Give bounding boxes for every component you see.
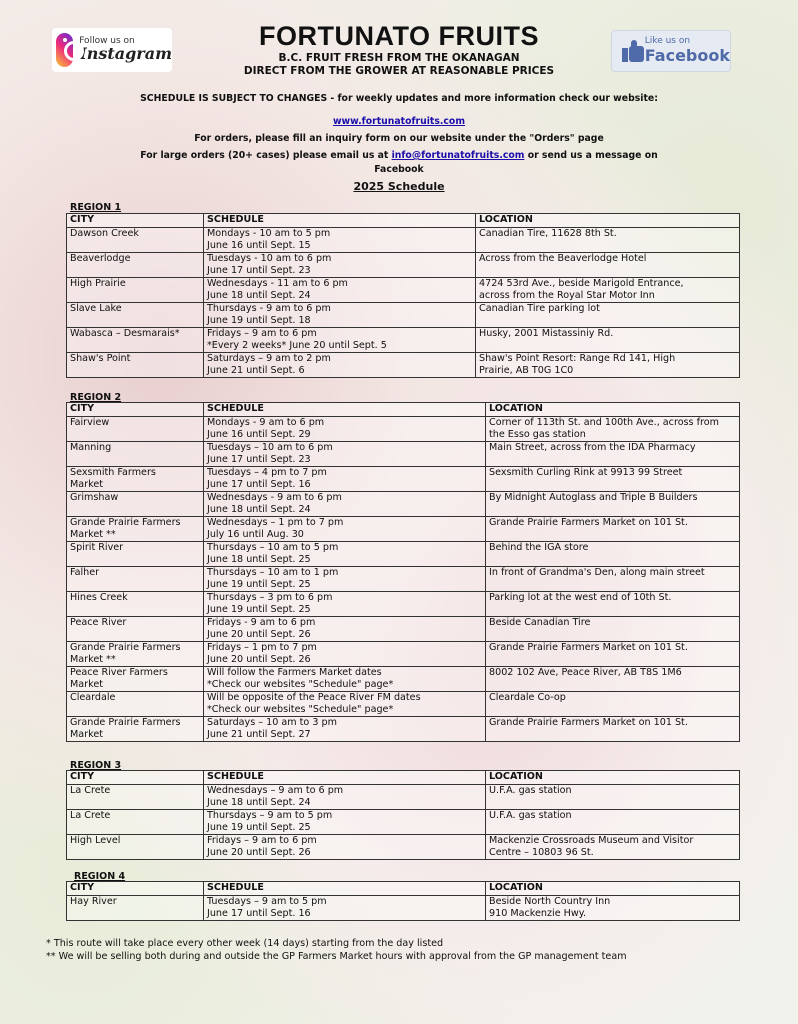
- city-cell: [67, 492, 204, 517]
- schedule-table: [66, 881, 740, 921]
- region-label: REGION 3: [70, 760, 122, 771]
- table-row: [67, 278, 740, 303]
- city-line: Shaw's Point: [70, 353, 131, 364]
- region-label: REGION 2: [70, 392, 122, 403]
- schedule-line: Thursdays – 3 pm to 6 pm: [207, 592, 333, 603]
- city-cell: [67, 353, 204, 378]
- instagram-wordmark: Instagram: [79, 44, 172, 64]
- footnote-2: ** We will be selling both during and outside the GP Farmers Market hours with approval from the GP management team: [46, 950, 627, 962]
- city-cell: [67, 517, 204, 542]
- location-line: Centre – 10803 96 St.: [489, 847, 594, 858]
- city-line: Peace River Farmers: [70, 667, 168, 678]
- column-header-location: LOCATION: [486, 771, 740, 785]
- location-cell: [476, 353, 740, 378]
- table-row: [67, 810, 740, 835]
- table-row: [67, 517, 740, 542]
- city-cell: [67, 642, 204, 667]
- info-block: [0, 92, 798, 177]
- city-line: Falher: [70, 567, 100, 578]
- schedule-cell: [204, 617, 486, 642]
- location-cell: [486, 896, 740, 921]
- orders-text: For orders, please fill an inquiry form on our website under the "Orders" page: [194, 133, 604, 144]
- table-row: [67, 442, 740, 467]
- location-cell: [486, 492, 740, 517]
- location-line: 4724 53rd Ave., beside Marigold Entrance,: [479, 278, 684, 289]
- location-cell: [486, 785, 740, 810]
- location-cell: [486, 542, 740, 567]
- location-cell: [486, 442, 740, 467]
- location-line: Across from the Beaverlodge Hotel: [479, 253, 647, 264]
- schedule-line: Fridays - 9 am to 6 pm: [207, 617, 316, 628]
- schedule-line: June 19 until Sept. 25: [207, 604, 311, 615]
- large-orders-text: For large orders (20+ cases) please email us at info@fortunatofruits.com or send us a message on: [140, 150, 658, 161]
- city-cell: [67, 617, 204, 642]
- location-line: Grande Prairie Farmers Market on 101 St.: [489, 717, 688, 728]
- schedule-cell: [204, 542, 486, 567]
- location-line: Parking lot at the west end of 10th St.: [489, 592, 672, 603]
- location-line: Canadian Tire parking lot: [479, 303, 600, 314]
- schedule-line: Fridays – 9 am to 6 pm: [207, 835, 317, 846]
- schedule-line: June 20 until Sept. 26: [207, 629, 311, 640]
- table-row: [67, 896, 740, 921]
- city-line: La Crete: [70, 785, 111, 796]
- location-cell: [476, 328, 740, 353]
- location-cell: [486, 810, 740, 835]
- schedule-line: Thursdays - 9 am to 6 pm: [207, 303, 331, 314]
- schedule-cell: [204, 835, 486, 860]
- location-line: across from the Royal Star Motor Inn: [479, 290, 655, 301]
- schedule-table: [66, 770, 740, 860]
- table-row: [67, 692, 740, 717]
- location-cell: [476, 278, 740, 303]
- location-line: Sexsmith Curling Rink at 9913 99 Street: [489, 467, 683, 478]
- schedule-line: Tuesdays – 4 pm to 7 pm: [207, 467, 327, 478]
- location-line: Main Street, across from the IDA Pharmacy: [489, 442, 696, 453]
- location-cell: [486, 617, 740, 642]
- schedule-line: June 16 until Sept. 15: [207, 240, 311, 251]
- city-line: Market **: [70, 529, 116, 540]
- schedule-cell: [204, 278, 476, 303]
- city-line: Market: [70, 729, 103, 740]
- schedule-line: *Check our websites "Schedule" page*: [207, 704, 394, 715]
- schedule-line: *Every 2 weeks* June 20 until Sept. 5: [207, 340, 387, 351]
- page-header: [0, 20, 798, 78]
- city-line: Hay River: [70, 896, 117, 907]
- location-line: Beside North Country Inn: [489, 896, 611, 907]
- schedule-cell: [204, 417, 486, 442]
- city-line: Manning: [70, 442, 112, 453]
- location-cell: [486, 642, 740, 667]
- schedule-line: Fridays – 1 pm to 7 pm: [207, 642, 317, 653]
- table-row: [67, 228, 740, 253]
- location-line: U.F.A. gas station: [489, 810, 572, 821]
- schedule-line: Will be opposite of the Peace River FM dates: [207, 692, 421, 703]
- schedule-line: Mondays - 9 am to 6 pm: [207, 417, 325, 428]
- location-cell: [476, 303, 740, 328]
- table-row: [67, 492, 740, 517]
- schedule-line: June 21 until Sept. 6: [207, 365, 305, 376]
- location-line: Grande Prairie Farmers Market on 101 St.: [489, 642, 688, 653]
- city-cell: [67, 896, 204, 921]
- schedule-cell: [204, 467, 486, 492]
- city-line: High Prairie: [70, 278, 126, 289]
- table-row: [67, 303, 740, 328]
- schedule-line: Fridays – 9 am to 6 pm: [207, 328, 317, 339]
- schedule-cell: [204, 810, 486, 835]
- column-header-location: LOCATION: [476, 214, 740, 228]
- location-cell: [476, 228, 740, 253]
- schedule-cell: [204, 353, 476, 378]
- table-row: [67, 592, 740, 617]
- location-line: Husky, 2001 Mistassiniy Rd.: [479, 328, 614, 339]
- column-header-city: CITY: [67, 882, 204, 896]
- schedule-cell: [204, 567, 486, 592]
- schedule-line: June 17 until Sept. 16: [207, 479, 311, 490]
- schedule-line: July 16 until Aug. 30: [207, 529, 304, 540]
- schedule-line: June 20 until Sept. 26: [207, 847, 311, 858]
- website-link[interactable]: www.fortunatofruits.com: [332, 116, 466, 127]
- schedule-line: Mondays - 10 am to 5 pm: [207, 228, 331, 239]
- schedule-cell: [204, 328, 476, 353]
- schedule-line: Tuesdays - 10 am to 6 pm: [207, 253, 332, 264]
- location-cell: [476, 253, 740, 278]
- city-cell: [67, 417, 204, 442]
- location-cell: [486, 592, 740, 617]
- schedule-line: Wednesdays - 9 am to 6 pm: [207, 492, 342, 503]
- location-cell: [486, 467, 740, 492]
- schedule-line: Tuesdays – 10 am to 6 pm: [207, 442, 333, 453]
- schedule-line: June 17 until Sept. 23: [207, 265, 311, 276]
- city-cell: [67, 592, 204, 617]
- city-line: Market: [70, 479, 103, 490]
- location-cell: [486, 717, 740, 742]
- city-cell: [67, 835, 204, 860]
- schedule-line: Thursdays – 10 am to 1 pm: [207, 567, 339, 578]
- column-header-schedule: SCHEDULE: [204, 214, 476, 228]
- schedule-line: June 17 until Sept. 16: [207, 908, 311, 919]
- location-cell: [486, 567, 740, 592]
- city-cell: [67, 228, 204, 253]
- column-header-city: CITY: [67, 214, 204, 228]
- city-line: Cleardale: [70, 692, 116, 703]
- schedule-line: Saturdays – 9 am to 2 pm: [207, 353, 331, 364]
- column-header-city: CITY: [67, 403, 204, 417]
- city-line: Grande Prairie Farmers: [70, 517, 181, 528]
- schedule-line: June 19 until Sept. 25: [207, 579, 311, 590]
- schedule-cell: [204, 667, 486, 692]
- city-line: Beaverlodge: [70, 253, 131, 264]
- city-cell: [67, 567, 204, 592]
- schedule-cell: [204, 492, 486, 517]
- schedule-line: June 18 until Sept. 24: [207, 290, 311, 301]
- city-cell: [67, 810, 204, 835]
- location-line: Grande Prairie Farmers Market on 101 St.: [489, 517, 688, 528]
- city-cell: [67, 467, 204, 492]
- column-header-city: CITY: [67, 771, 204, 785]
- location-line: Cleardale Co-op: [489, 692, 566, 703]
- table-row: [67, 717, 740, 742]
- column-header-schedule: SCHEDULE: [204, 771, 486, 785]
- city-line: Market **: [70, 654, 116, 665]
- schedule-cell: [204, 253, 476, 278]
- footnote-1: * This route will take place every other week (14 days) starting from the day listed: [46, 938, 444, 949]
- schedule-line: June 19 until Sept. 25: [207, 822, 311, 833]
- schedule-title: 2025 Schedule: [353, 180, 445, 193]
- location-line: Prairie, AB T0G 1C0: [479, 365, 574, 376]
- schedule-line: June 18 until Sept. 24: [207, 504, 311, 515]
- column-header-schedule: SCHEDULE: [204, 403, 486, 417]
- city-cell: [67, 717, 204, 742]
- schedule-line: June 19 until Sept. 18: [207, 315, 311, 326]
- schedule-line: Saturdays – 10 am to 3 pm: [207, 717, 337, 728]
- tagline-1: B.C. FRUIT FRESH FROM THE OKANAGAN: [278, 52, 520, 64]
- city-line: Grimshaw: [70, 492, 119, 503]
- location-line: 8002 102 Ave, Peace River, AB T8S 1M6: [489, 667, 682, 678]
- table-row: [67, 642, 740, 667]
- table-row: [67, 567, 740, 592]
- location-line: the Esso gas station: [489, 429, 586, 440]
- location-cell: [486, 417, 740, 442]
- schedule-line: June 18 until Sept. 24: [207, 797, 311, 808]
- schedule-cell: [204, 303, 476, 328]
- schedule-table: [66, 213, 740, 378]
- schedule-line: June 16 until Sept. 29: [207, 429, 311, 440]
- location-line: By Midnight Autoglass and Triple B Builders: [489, 492, 698, 503]
- footnotes: [46, 938, 627, 963]
- table-row: [67, 467, 740, 492]
- location-line: Beside Canadian Tire: [489, 617, 591, 628]
- city-cell: [67, 303, 204, 328]
- schedule-line: June 20 until Sept. 26: [207, 654, 311, 665]
- schedule-cell: [204, 896, 486, 921]
- city-line: Spirit River: [70, 542, 124, 553]
- column-header-location: LOCATION: [486, 882, 740, 896]
- table-row: [67, 835, 740, 860]
- schedule-cell: [204, 717, 486, 742]
- city-line: Fairview: [70, 417, 110, 428]
- table-row: [67, 785, 740, 810]
- region-label: REGION 1: [70, 202, 122, 213]
- city-line: Market: [70, 679, 103, 690]
- schedule-cell: [204, 692, 486, 717]
- city-line: Grande Prairie Farmers: [70, 642, 181, 653]
- schedule-cell: [204, 228, 476, 253]
- schedule-line: Wednesdays - 11 am to 6 pm: [207, 278, 348, 289]
- location-line: In front of Grandma's Den, along main street: [489, 567, 705, 578]
- schedule-line: Thursdays – 10 am to 5 pm: [207, 542, 339, 553]
- table-row: [67, 667, 740, 692]
- city-line: Grande Prairie Farmers: [70, 717, 181, 728]
- location-line: Mackenzie Crossroads Museum and Visitor: [489, 835, 694, 846]
- location-line: 910 Mackenzie Hwy.: [489, 908, 587, 919]
- email-link[interactable]: info@fortunatofruits.com: [391, 150, 525, 161]
- city-line: Hines Creek: [70, 592, 128, 603]
- schedule-line: Wednesdays – 9 am to 6 pm: [207, 785, 344, 796]
- city-line: Dawson Creek: [70, 228, 139, 239]
- schedule-line: Will follow the Farmers Market dates: [207, 667, 382, 678]
- city-line: Sexsmith Farmers: [70, 467, 156, 478]
- location-line: Canadian Tire, 11628 8th St.: [479, 228, 617, 239]
- schedule-line: Tuesdays – 9 am to 5 pm: [207, 896, 327, 907]
- location-cell: [486, 835, 740, 860]
- schedule-cell: [204, 442, 486, 467]
- schedule-notice: SCHEDULE IS SUBJECT TO CHANGES - for weekly updates and more information check our website:: [140, 93, 658, 104]
- schedule-line: *Check our websites "Schedule" page*: [207, 679, 394, 690]
- location-line: Shaw's Point Resort: Range Rd 141, High: [479, 353, 676, 364]
- table-row: [67, 353, 740, 378]
- schedule-cell: [204, 592, 486, 617]
- schedule-table: [66, 402, 740, 742]
- city-cell: [67, 692, 204, 717]
- city-cell: [67, 542, 204, 567]
- schedule-line: June 18 until Sept. 25: [207, 554, 311, 565]
- column-header-schedule: SCHEDULE: [204, 882, 486, 896]
- schedule-cell: [204, 517, 486, 542]
- location-cell: [486, 692, 740, 717]
- city-cell: [67, 785, 204, 810]
- schedule-cell: [204, 642, 486, 667]
- city-line: Wabasca – Desmarais*: [70, 328, 180, 339]
- instagram-follow-text: Follow us on: [79, 35, 135, 46]
- schedule-line: Wednesdays – 1 pm to 7 pm: [207, 517, 344, 528]
- table-row: [67, 617, 740, 642]
- city-cell: [67, 442, 204, 467]
- schedule-line: Thursdays – 9 am to 5 pm: [207, 810, 333, 821]
- large-orders-facebook: Facebook: [374, 164, 424, 175]
- location-line: Corner of 113th St. and 100th Ave., across from: [489, 417, 719, 428]
- city-cell: [67, 328, 204, 353]
- column-header-location: LOCATION: [486, 403, 740, 417]
- tagline-2: DIRECT FROM THE GROWER AT REASONABLE PRICES: [243, 65, 555, 77]
- city-cell: [67, 667, 204, 692]
- location-line: U.F.A. gas station: [489, 785, 572, 796]
- table-row: [67, 328, 740, 353]
- city-line: Peace River: [70, 617, 127, 628]
- facebook-like-text: Like us on: [644, 36, 691, 47]
- city-cell: [67, 278, 204, 303]
- schedule-cell: [204, 785, 486, 810]
- region-label: REGION 4: [74, 871, 126, 882]
- location-cell: [486, 517, 740, 542]
- city-line: Slave Lake: [70, 303, 122, 314]
- table-row: [67, 253, 740, 278]
- schedule-line: June 21 until Sept. 27: [207, 729, 311, 740]
- table-row: [67, 417, 740, 442]
- schedule-line: June 17 until Sept. 23: [207, 454, 311, 465]
- city-cell: [67, 253, 204, 278]
- location-line: Behind the IGA store: [489, 542, 589, 553]
- facebook-wordmark: Facebook: [644, 46, 730, 66]
- location-cell: [486, 667, 740, 692]
- brand-title: FORTUNATO FRUITS: [259, 21, 539, 51]
- table-row: [67, 542, 740, 567]
- city-line: High Level: [70, 835, 121, 846]
- city-line: La Crete: [70, 810, 111, 821]
